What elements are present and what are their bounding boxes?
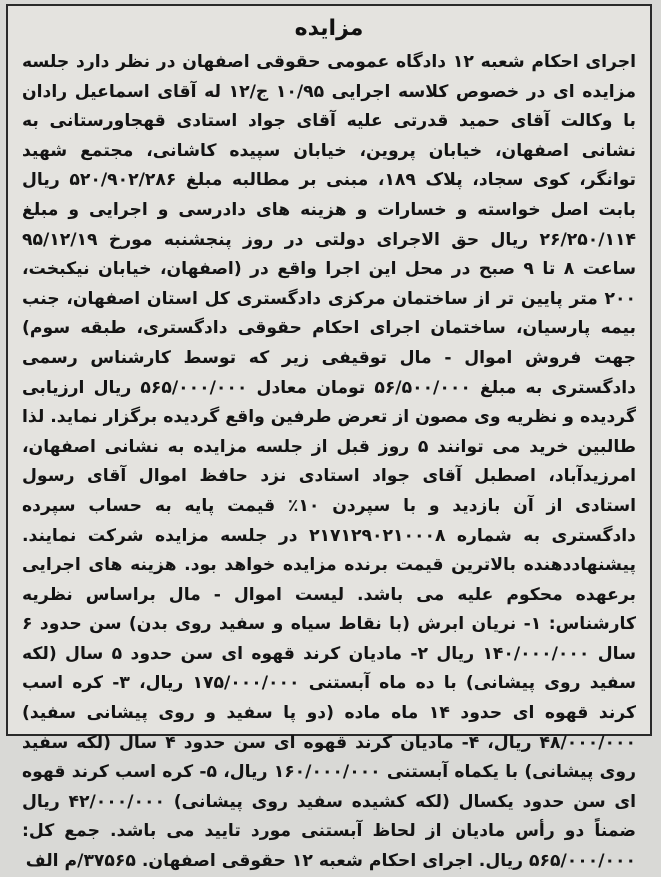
notice-title: مزایده [294,16,364,41]
notice-signature: اجرای احکام شعبه ۱۲ حقوقی اصفهان. [141,851,473,872]
notice-reference: ۳۷۵۶۵/م الف [25,851,136,872]
notice-body [22,48,636,877]
notice-clipping [6,4,652,872]
notice-body-text: اجرای احکام شعبه ۱۲ دادگاه عمومی حقوقی اصفهان در نظر دارد جلسه مزایده ای در خصوص کلاسه اجرایی ۱۰/۹۵ ج/۱۲ له آقای اسماعیل رادان با وکالت آقای حمید قدرتی علیه آقای جواد استادی قهجاورستانی به نشانی اصفهان، خیابان پروین، خیابان سپیده کاشانی، مجتمع شهید توانگر، کوی سجاد، پلاک ۱۸۹، مبنی بر مطالبه مبلغ ۵۲۰/۹۰۲/۲۸۶ ریال بابت اصل خواسته و خسارات و هزینه های دادرسی و اجرایی و مبلغ ۲۶/۲۵۰/۱۱۴ ریال حق الاجرای دولتی در روز پنجشنبه مورخ ۹۵/۱۲/۱۹ ساعت ۸ تا ۹ صبح در محل این اجرا واقع در (اصفهان، خیابان نیکبخت، ۲۰۰ متر پایین تر از ساختمان مرکزی دادگستری کل استان اصفهان، جنب بیمه پارسیان، ساختمان اجرای احکام حقوقی دادگستری، طبقه سوم) جهت فروش اموال - مال توقیفی زیر که توسط کارشناس رسمی دادگستری به مبلغ ۵۶/۵۰۰/۰۰۰ تومان معادل ۵۶۵/۰۰۰/۰۰۰ ریال ارزیابی گردیده و نظریه وی مصون از تعرض طرفین واقع گردیده برگزار نماید. لذا طالبین خرید می توانند ۵ روز قبل از جلسه مزایده به نشانی اصفهان، امرزیدآباد، اصطبل آقای جواد استادی نزد حافظ اموال آقای رسول استادی از آن بازدید و با سپردن ۱۰٪ قیمت پایه به حساب سپرده دادگستری به شماره ۲۱۷۱۲۹۰۲۱۰۰۰۸ در جلسه مزایده شرکت نمایند. پیشنهاددهنده بالاترین قیمت برنده مزایده خواهد بود. هزینه های اجرایی برعهده محکوم علیه می باشد. لیست اموال - مال براساس نظریه کارشناس: ۱- نریان ابرش (با نقاط سیاه و سفید روی بدن) سن حدود ۶ سال ۱۴۰/۰۰۰/۰۰۰ ریال ۲- مادیان کرند قهوه ای سن حدود ۵ سال (لکه سفید روی پیشانی) با ده ماه آبستنی ۱۷۵/۰۰۰/۰۰۰ ریال، ۳- کره اسب کرند قهوه ای حدود ۱۴ ماه ماده (دو پا سفید و روی پیشانی سفید) ۴۸/۰۰۰/۰۰۰ ریال، ۴- مادیان کرند قهوه ای سن حدود ۴ سال (لکه سفید روی پیشانی) با یکماه آبستنی ۱۶۰/۰۰۰/۰۰۰ ریال، ۵- کره اسب کرند قهوه ای سن حدود یکسال (لکه کشیده سفید روی پیشانی) ۴۲/۰۰۰/۰۰۰ ریال ضمناً دو رأس مادیان از لحاظ آبستنی مورد تایید می باشد. جمع کل: ۵۶۵/۰۰۰/۰۰۰ ریال. [22,52,637,872]
